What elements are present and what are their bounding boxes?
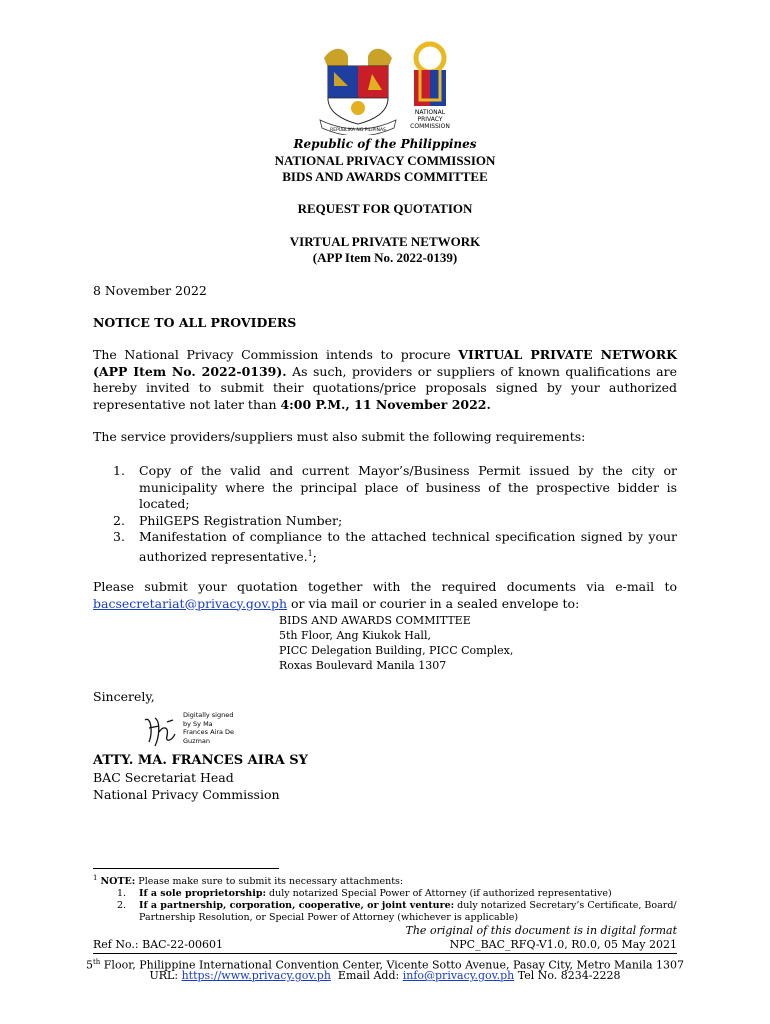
logo-row [318, 40, 458, 135]
signature-note-line: Digitally signed [183, 711, 234, 719]
footnote-label: NOTE: [100, 876, 136, 888]
npc-logo [404, 40, 456, 135]
footnote-text: Please make sure to submit its necessary attachments: [135, 876, 404, 888]
signature-note-line: by Sy Ma [183, 719, 213, 728]
npc-logo-line1: NATIONAL [414, 109, 446, 116]
office-address-rest: Floor, Philippine International Convention Center, Vicente Sotto Avenue, Pasay City, Metro Manila 1307 [100, 958, 685, 972]
footnote-item-number: 2. [117, 900, 127, 912]
submit-text-a: Please submit your quotation together with the required documents via e-mail to [93, 579, 677, 594]
info-email-link[interactable]: info@privacy.gov.ph [402, 969, 515, 982]
email-label: Email Add: [330, 969, 403, 982]
agency-name: NATIONAL PRIVACY COMMISSION [274, 153, 496, 168]
requirements-list [113, 463, 677, 565]
closing: Sincerely, [93, 689, 155, 704]
intro-part-c: As such, providers or suppliers of known qualifications are hereby invited to submit their quotations/price proposals signed by your authorized representative not later than [93, 363, 677, 412]
address-line: Roxas Boulevard Manila 1307 [279, 659, 447, 672]
footnote [93, 872, 677, 924]
signature-note-line: Frances Aira De [183, 728, 235, 736]
requirement-text: Copy of the valid and current Mayor’s/Business Permit issued by the city or municipality where the principal place of business of the prospective bidder is located; [139, 463, 677, 511]
footnote-marker: 1 [93, 874, 98, 882]
requirement-text: PhilGEPS Registration Number; [139, 512, 343, 528]
footnote-header [93, 872, 677, 888]
digital-format-note: The original of this document is in digital format [405, 924, 677, 937]
digital-signature-note [183, 711, 234, 745]
telephone: Tel No. 8234-2228 [514, 969, 621, 982]
app-item-number: (APP Item No. 2022-0139) [312, 250, 458, 265]
footnote-item-number: 1. [117, 888, 127, 900]
requirement-number: 3. [113, 529, 125, 544]
bac-email-link[interactable]: bacsecretariat@privacy.gov.ph [93, 595, 288, 611]
footnote-item-text: duly notarized Special Power of Attorney (if authorized representative) [265, 888, 612, 900]
republic-heading: Republic of the Philippines [293, 137, 477, 151]
footnote-item-text: duly notarized Secretary’s Certificate, Board/ Partnership Resolution, or Special Power of Attorney (whichever is applicable) [139, 900, 677, 924]
address-line: BIDS AND AWARDS COMMITTEE [279, 614, 471, 627]
npc-logo-line2: PRIVACY [417, 116, 443, 123]
office-address-sup: th [92, 958, 101, 966]
submit-paragraph [93, 579, 677, 612]
requirement-end: ; [312, 548, 317, 564]
requirement-number: 2. [113, 512, 125, 528]
requirements-intro: The service providers/suppliers must also submit the following requirements: [93, 429, 586, 444]
coat-of-arms-logo [318, 40, 398, 135]
intro-deadline: 4:00 P.M., 11 November 2022. [280, 396, 491, 412]
list-item [113, 529, 677, 565]
submit-text-b: or via mail or courier in a sealed envelope to: [287, 595, 580, 611]
address-line: PICC Delegation Building, PICC Complex, [279, 644, 514, 657]
requirement-number: 1. [113, 463, 125, 478]
signatory-org: National Privacy Commission [93, 787, 280, 802]
signature-note-line: Guzman [183, 736, 211, 745]
signature-scribble [141, 712, 181, 752]
document-date: 8 November 2022 [93, 283, 207, 298]
reference-number: Ref No.: BAC-22-00601 [93, 938, 223, 951]
document-type: REQUEST FOR QUOTATION [297, 201, 473, 216]
footer-divider [93, 953, 677, 954]
notice-heading: NOTICE TO ALL PROVIDERS [93, 315, 297, 330]
committee-name: BIDS AND AWARDS COMMITTEE [282, 169, 488, 184]
requirement-text: Manifestation of compliance to the attached technical specification signed by your authorized representative. [139, 529, 677, 564]
npc-logo-line3: COMMISSION [410, 123, 450, 130]
form-code: NPC_BAC_RFQ-V1.0, R0.0, 05 May 2021 [449, 938, 677, 951]
ribbon-text: REPUBLIKA NG PILIPINAS [330, 128, 386, 133]
office-address-floor: 5 [85, 958, 93, 972]
list-item [113, 463, 677, 513]
project-title: VIRTUAL PRIVATE NETWORK [289, 234, 481, 249]
footnote-divider [93, 868, 279, 869]
footnote-item-bold: If a sole proprietorship: [139, 888, 266, 900]
footnote-ref[interactable]: 1 [307, 548, 313, 558]
intro-part-a: The National Privacy Commission intends to procure [93, 347, 459, 362]
address-line: 5th Floor, Ang Kiukok Hall, [279, 629, 431, 642]
url-label: URL: [149, 969, 182, 982]
contact-line [0, 969, 770, 983]
footnote-item [139, 900, 677, 924]
footnote-item-bold: If a partnership, corporation, cooperative, or joint venture: [139, 900, 455, 912]
footnote-item [139, 888, 612, 900]
mailing-address [279, 613, 513, 673]
list-item [113, 513, 677, 530]
intro-project-bold: VIRTUAL PRIVATE NETWORK (APP Item No. 2022-0139). [93, 347, 677, 379]
intro-paragraph [93, 347, 677, 413]
list-item [93, 888, 677, 900]
website-link[interactable]: https://www.privacy.gov.ph [181, 969, 331, 982]
requirement-text-wrap [139, 529, 677, 565]
signatory-title: BAC Secretariat Head [93, 770, 234, 785]
list-item [93, 900, 677, 924]
signatory-name: ATTY. MA. FRANCES AIRA SY [93, 753, 308, 768]
